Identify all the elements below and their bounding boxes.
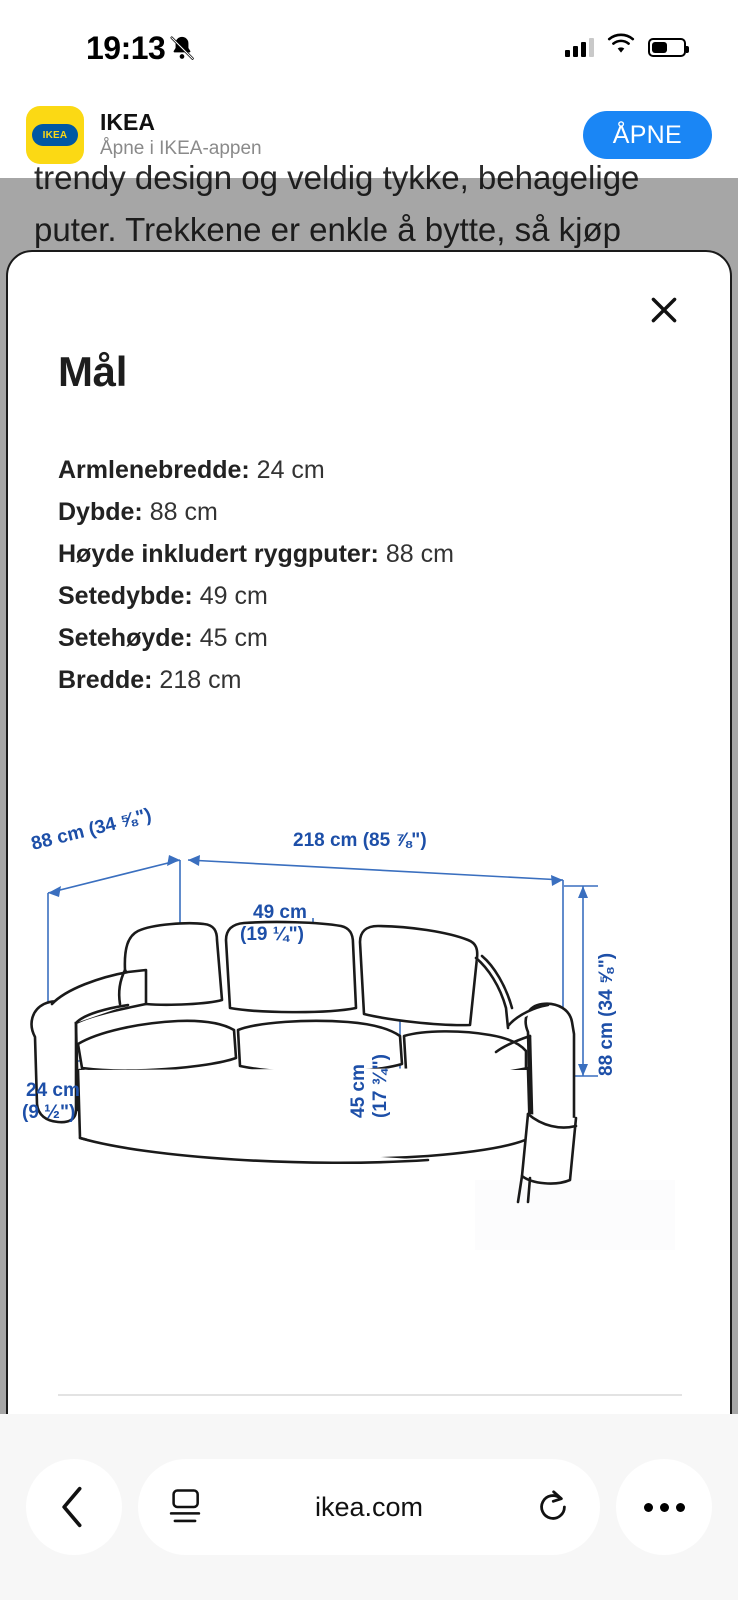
description-line-1: trendy design og veldig tykke, behagelige <box>34 159 640 196</box>
spec-label: Høyde inkludert ryggputer: <box>58 540 379 568</box>
seat-height-label-line2: (17 ¾") <box>370 1054 391 1118</box>
close-icon[interactable] <box>642 288 686 332</box>
measurements-list <box>58 452 730 698</box>
spec-value: 49 cm <box>199 582 268 610</box>
spec-value: 218 cm <box>159 666 242 694</box>
seat-height-label-line1: 45 cm <box>348 1064 369 1118</box>
list-item <box>58 452 730 488</box>
bell-slash-icon <box>168 34 196 67</box>
height-label: 88 cm (34 ⅝") <box>596 952 617 1076</box>
app-banner-title: IKEA <box>100 109 155 136</box>
spec-label: Setedybde: <box>58 582 193 610</box>
more-options-icon[interactable] <box>616 1459 712 1555</box>
armrest-label-line2: (9 ½") <box>22 1102 76 1123</box>
seat-depth-label-line1: 49 cm <box>253 902 307 923</box>
modal-body <box>8 348 730 1248</box>
spec-label: Dybde: <box>58 498 143 526</box>
list-item <box>58 536 730 572</box>
browser-toolbar <box>0 1414 738 1600</box>
spec-label: Bredde: <box>58 666 153 694</box>
sofa-outline <box>32 922 576 1202</box>
list-item <box>58 494 730 530</box>
status-bar-time: 19:13 <box>86 30 166 66</box>
list-item <box>58 620 730 656</box>
wifi-icon <box>607 34 635 60</box>
armrest-label-line1: 24 cm <box>26 1080 80 1101</box>
url-bar[interactable] <box>138 1459 600 1555</box>
spec-label: Setehøyde: <box>58 624 193 652</box>
spec-label: Armlenebredde: <box>58 456 250 484</box>
spec-value: 88 cm <box>385 540 454 568</box>
open-app-button[interactable]: ÅPNE <box>583 111 712 159</box>
ikea-logo-text: IKEA <box>42 129 68 141</box>
back-icon[interactable] <box>26 1459 122 1555</box>
spec-value: 45 cm <box>199 624 268 652</box>
spec-value: 24 cm <box>256 456 325 484</box>
reader-view-icon[interactable] <box>168 1488 202 1526</box>
status-bar-icons <box>565 34 686 60</box>
url-text: ikea.com <box>314 1491 424 1522</box>
battery-icon <box>648 38 686 57</box>
description-line-2: puter. Trekkene er enkle å bytte, så kjøp <box>34 211 621 248</box>
list-item <box>58 662 730 698</box>
cellular-signal-icon <box>565 37 594 57</box>
spec-value: 88 cm <box>149 498 218 526</box>
status-bar <box>0 0 738 92</box>
seat-depth-label-line2: (19 ¼") <box>240 924 304 945</box>
dimension-diagram <box>8 804 730 1248</box>
modal-divider <box>58 1394 682 1396</box>
app-banner-subtitle: Åpne i IKEA-appen <box>100 137 262 159</box>
width-label: 218 cm (85 ⅞") <box>293 830 427 851</box>
list-item <box>58 578 730 614</box>
sofa-line-drawing <box>8 804 730 1248</box>
page-title: Mål <box>58 348 128 395</box>
reload-icon[interactable] <box>536 1488 570 1526</box>
depth-label: 88 cm (34 ⅝") <box>29 804 154 855</box>
dimensions-modal <box>6 250 732 1600</box>
